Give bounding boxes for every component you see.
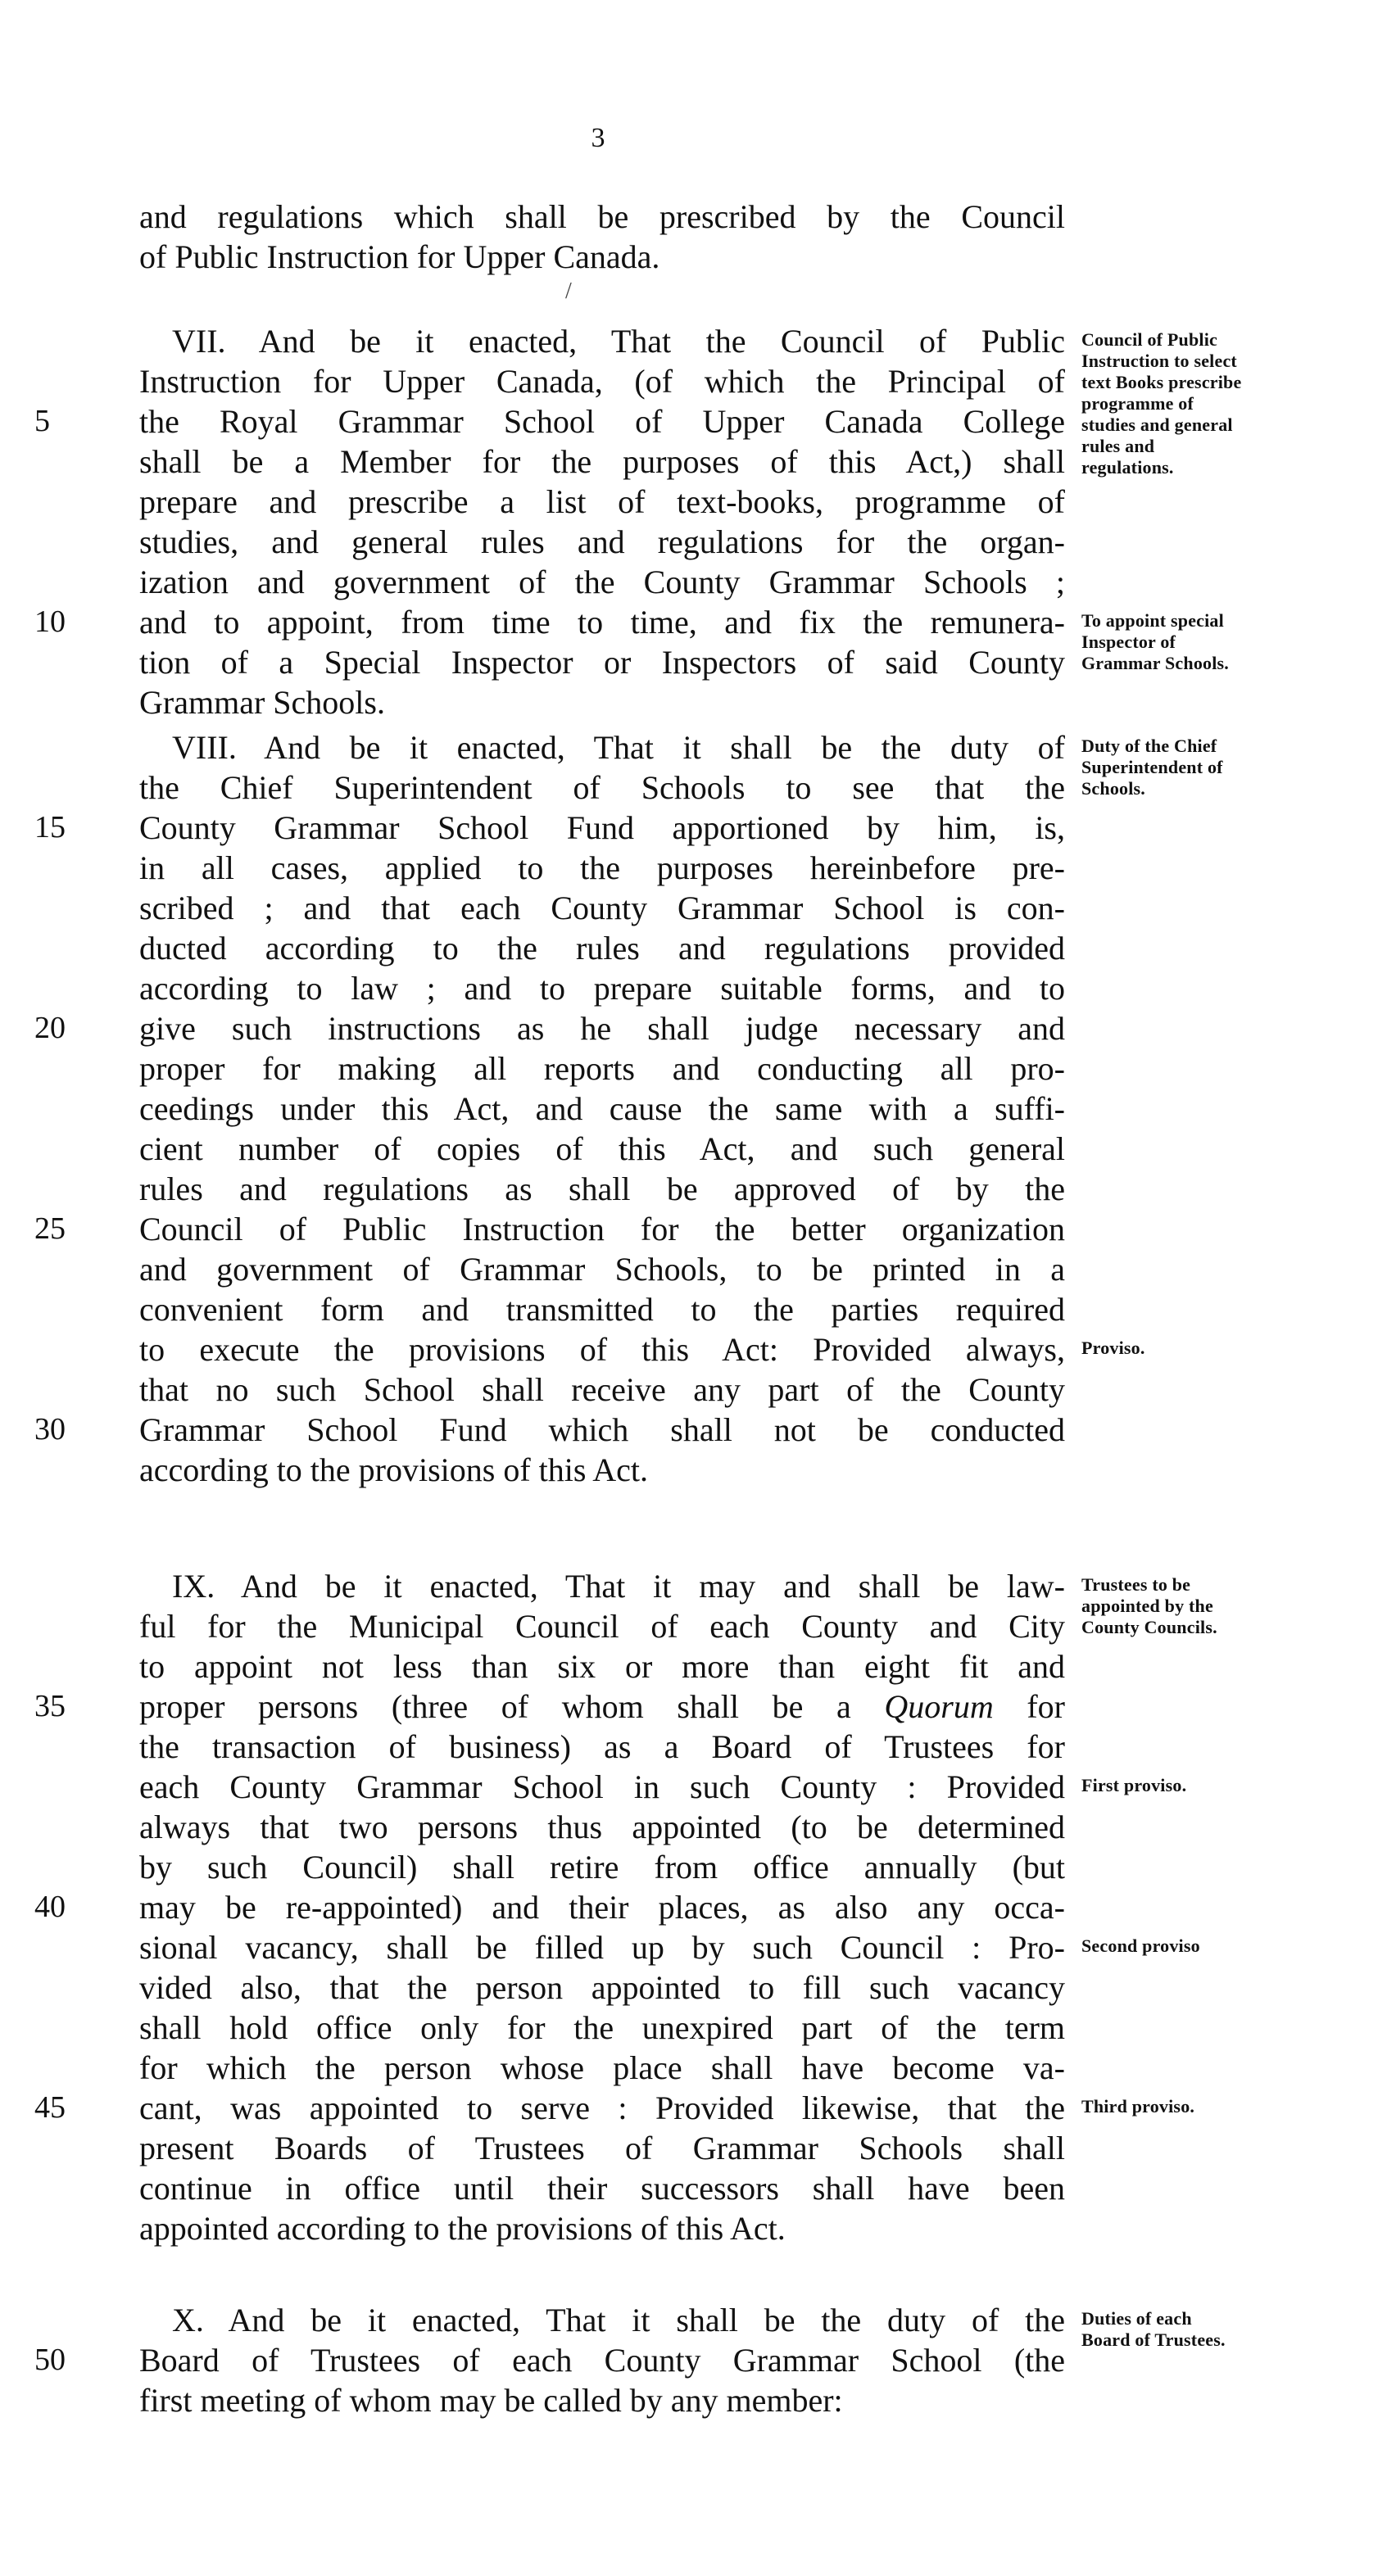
text-line [139, 1727, 1065, 1767]
line-text: proper persons (three of whom shall be a Quorum for [139, 1688, 1065, 1725]
line-text: always that two persons thus appointed (to be determined [139, 1809, 1065, 1845]
line-text: ful for the Municipal Council of each County and City [139, 1608, 1065, 1645]
text-line [139, 2208, 1065, 2248]
text-line [139, 1369, 1065, 1410]
line-text: the Chief Superintendent of Schools to see that the [139, 769, 1065, 806]
text-line [139, 1329, 1065, 1369]
line-text: ization and government of the County Grammar Schools ; [139, 564, 1065, 600]
text-line [139, 888, 1065, 928]
line-text: X. And be it enacted, That it shall be the duty of the [172, 2302, 1065, 2338]
text-line [139, 482, 1065, 522]
line-text: Instruction for Upper Canada, (of which the Principal of [139, 363, 1065, 400]
line-number: 30 [34, 1412, 66, 1446]
line-text: proper for making all reports and conducting all pro- [139, 1050, 1065, 1087]
text-line [34, 1209, 1065, 1249]
line-text: give such instructions as he shall judge necessary and [139, 1010, 1065, 1047]
line-text: County Grammar School Fund apportioned by him, is, [139, 809, 1065, 846]
line-text: each County Grammar School in such County : Provided [139, 1768, 1065, 1805]
text-line [34, 401, 1065, 441]
line-text: tion of a Special Inspector or Inspectors of said County [139, 644, 1065, 681]
text-line [34, 808, 1065, 848]
text-line [139, 1967, 1065, 2008]
text-line [139, 1847, 1065, 1887]
margin-note: Trustees to be appointed by the County Councils. [1081, 1574, 1217, 1637]
text-line [139, 2300, 1065, 2340]
line-number: 10 [34, 604, 66, 639]
section-viii [34, 727, 1223, 1490]
line-text: continue in office until their successors shall have been [139, 2170, 1065, 2207]
text-line [34, 1410, 1065, 1450]
text-line [139, 2048, 1065, 2088]
line-text: the transaction of business) as a Board of Trustees for [139, 1728, 1065, 1765]
text-line [34, 1887, 1065, 1927]
margin-note: Third proviso. [1081, 2096, 1195, 2116]
text-line [139, 1169, 1065, 1209]
line-text: shall hold office only for the unexpired part of the term [139, 2009, 1065, 2046]
line-text: Grammar Schools. [139, 684, 385, 721]
text-line [139, 1646, 1065, 1686]
text-line [34, 1008, 1065, 1048]
line-text: and government of Grammar Schools, to be printed in a [139, 1251, 1065, 1288]
line-text: and to appoint, from time to time, and fix the remunera- [139, 604, 1065, 641]
text-line [139, 1807, 1065, 1847]
text-line [139, 848, 1065, 888]
line-text: to execute the provisions of this Act: Provided always, [139, 1331, 1065, 1368]
text-line [139, 2008, 1065, 2048]
line-text: convenient form and transmitted to the parties required [139, 1291, 1065, 1328]
text-line [139, 441, 1065, 482]
page-number: 3 [591, 123, 605, 153]
line-number: 40 [34, 1890, 66, 1924]
line-text: that no such School shall receive any part of the County [139, 1371, 1065, 1408]
line-text: by such Council) shall retire from office annually (but [139, 1849, 1065, 1886]
line-text: rules and regulations as shall be approved of by the [139, 1170, 1065, 1207]
line-text: first meeting of whom may be called by any member: [139, 2382, 843, 2419]
section-x [34, 2300, 1226, 2420]
text-line [139, 1289, 1065, 1329]
stray-mark: / [565, 278, 572, 304]
line-text: ducted according to the rules and regulations provided [139, 930, 1065, 967]
line-text: the Royal Grammar School of Upper Canada College [139, 403, 1065, 440]
text-line [139, 682, 1065, 722]
text-line [139, 727, 1065, 767]
text-line [139, 1767, 1065, 1807]
line-text: according to law ; and to prepare suitable forms, and to [139, 970, 1065, 1007]
line-text: vided also, that the person appointed to fill such vacancy [139, 1969, 1065, 2006]
text-line [139, 1089, 1065, 1129]
text-line [139, 2128, 1065, 2168]
intro-paragraph [139, 197, 1065, 277]
text-line [139, 1606, 1065, 1646]
line-text: Board of Trustees of each County Grammar School (the [139, 2342, 1065, 2379]
line-number: 35 [34, 1689, 66, 1723]
text-line [34, 1686, 1065, 1727]
text-line: and regulations which shall be prescribed by the Council [139, 198, 1065, 235]
line-text: prepare and prescribe a list of text-books, programme of [139, 483, 1065, 520]
line-text: cant, was appointed to serve : Provided likewise, that the [139, 2089, 1065, 2126]
text-line [139, 522, 1065, 562]
text-line [139, 642, 1065, 682]
text-line: of Public Instruction for Upper Canada. [139, 238, 660, 275]
margin-note: Second proviso [1081, 1935, 1200, 1956]
text-line [139, 1450, 1065, 1490]
text-line [139, 968, 1065, 1008]
line-text: shall be a Member for the purposes of this Act,) shall [139, 443, 1065, 480]
text-line [34, 602, 1065, 642]
margin-note: First proviso. [1081, 1775, 1187, 1795]
text-line [139, 1566, 1065, 1606]
line-text: Council of Public Instruction for the better organization [139, 1211, 1065, 1247]
line-text: cient number of copies of this Act, and such general [139, 1130, 1065, 1167]
line-text: studies, and general rules and regulations for the organ- [139, 523, 1065, 560]
line-text: VIII. And be it enacted, That it shall be the duty of [172, 729, 1065, 766]
margin-note: Duties of each Board of Trustees. [1081, 2308, 1226, 2350]
line-text: scribed ; and that each County Grammar School is con- [139, 890, 1065, 926]
margin-note: Proviso. [1081, 1338, 1145, 1358]
line-text: ceedings under this Act, and cause the same with a suffi- [139, 1090, 1065, 1127]
text-line [139, 2168, 1065, 2208]
text-line [139, 321, 1065, 361]
line-text: in all cases, applied to the purposes hereinbefore pre- [139, 849, 1065, 886]
line-number: 50 [34, 2343, 66, 2377]
line-text: for which the person whose place shall have become va- [139, 2049, 1065, 2086]
line-text: may be re-appointed) and their places, as also any occa- [139, 1889, 1065, 1926]
section-vii [34, 321, 1242, 722]
text-line [139, 1927, 1065, 1967]
text-line [139, 1048, 1065, 1089]
italic-term: Quorum [884, 1688, 994, 1725]
line-text: present Boards of Trustees of Grammar Schools shall [139, 2130, 1065, 2166]
text-line [34, 2088, 1065, 2128]
line-number: 15 [34, 810, 66, 844]
line-text: sional vacancy, shall be filled up by such Council : Pro- [139, 1929, 1065, 1966]
text-line [139, 562, 1065, 602]
line-text: Grammar School Fund which shall not be conducted [139, 1411, 1065, 1448]
margin-note: Council of Public Instruction to select text Books prescribe programme of studies and general rules and regulations. [1081, 329, 1242, 478]
text-line [139, 1129, 1065, 1169]
line-text: IX. And be it enacted, That it may and shall be law- [172, 1568, 1065, 1605]
line-text: appointed according to the provisions of this Act. [139, 2210, 786, 2247]
text-line [139, 928, 1065, 968]
text-line [139, 2380, 1065, 2420]
section-ix [34, 1566, 1217, 2248]
text-line [139, 1249, 1065, 1289]
text-line [34, 2340, 1065, 2380]
margin-note: Duty of the Chief Superintendent of Schools. [1081, 736, 1223, 799]
text-line [139, 361, 1065, 401]
line-number: 45 [34, 2090, 66, 2125]
line-text: VII. And be it enacted, That the Council of Public [172, 323, 1065, 360]
line-number: 20 [34, 1011, 66, 1045]
line-text: to appoint not less than six or more than eight fit and [139, 1648, 1065, 1685]
line-number: 25 [34, 1211, 66, 1246]
margin-note: To appoint special Inspector of Grammar Schools. [1081, 610, 1230, 673]
text-line [139, 767, 1065, 808]
line-text: according to the provisions of this Act. [139, 1451, 649, 1488]
line-number: 5 [34, 404, 50, 438]
